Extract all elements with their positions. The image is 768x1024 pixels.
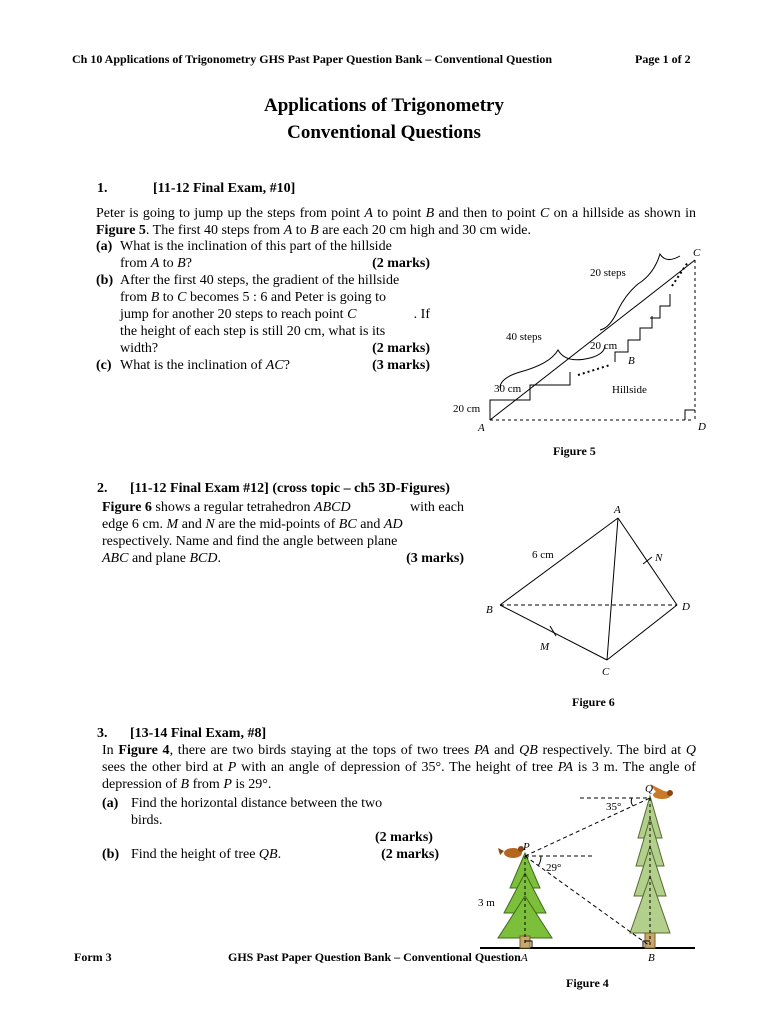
vertex-c: C <box>602 666 610 678</box>
upper-steps <box>650 294 670 318</box>
point-q: Q <box>645 783 653 795</box>
q1-intro: Peter is going to jump up the steps from point A to point B and then to point C on a hillside as shown in Figure 5. The first 40 steps from A to B are each 20 cm high and 30 cm wide. <box>96 206 697 238</box>
figure-4-caption: Figure 4 <box>566 976 609 990</box>
edge-ac <box>607 518 618 660</box>
point-c: C <box>693 247 701 259</box>
q3b-label: (b) <box>102 847 120 862</box>
right-angle-mark <box>685 410 695 420</box>
q1c-text: What is the inclination of AC? (3 marks) <box>120 358 430 373</box>
footer-left: Form 3 <box>74 950 112 964</box>
bird-q-icon <box>650 784 673 799</box>
q3a-text: Find the horizontal distance between the two birds. <box>131 796 383 828</box>
q3a-label: (a) <box>102 796 119 811</box>
q1c-label: (c) <box>96 358 112 373</box>
brace-20-steps <box>600 254 680 330</box>
edge-cd <box>607 605 677 660</box>
q2-marks: (3 marks) <box>406 551 464 566</box>
lower-dots <box>578 365 610 375</box>
q3a-marks: (2 marks) <box>375 830 433 845</box>
midpoint-n-tick <box>643 557 652 564</box>
figure-6-caption: Figure 6 <box>572 695 615 709</box>
figure-5-diagram <box>440 240 720 440</box>
point-n: N <box>655 552 663 564</box>
q3-intro: In Figure 4, there are two birds staying at the tops of two trees PA and QB respectively. The bird at Q sees the other bird at P with an angle of depression of 35°. The height of tree PA is 3 m. The angle of depression of B from P is 29°. <box>102 743 696 792</box>
header-left: Ch 10 Applications of Trigonometry GHS Past Paper Question Bank – Conventional Question <box>72 52 553 66</box>
label-20cm-step: 20 cm <box>590 340 618 352</box>
q1a-label: (a) <box>96 239 113 254</box>
lower-steps <box>490 372 570 420</box>
point-a-ground: A <box>521 952 528 964</box>
point-b-ground: B <box>648 952 655 964</box>
label-30cm: 30 cm <box>494 383 522 395</box>
point-b: B <box>628 355 635 367</box>
label-35-deg: 35° <box>606 801 622 813</box>
q3-number: 3. <box>97 726 108 741</box>
q1a-marks: (2 marks) <box>372 256 430 271</box>
page-title: Applications of Trigonometry <box>264 95 504 116</box>
vertex-b: B <box>486 604 493 616</box>
label-hillside: Hillside <box>612 384 647 396</box>
figure-5-caption: Figure 5 <box>553 444 596 458</box>
point-a: A <box>478 422 485 434</box>
q1c-marks: (3 marks) <box>372 358 430 373</box>
q1b-label: (b) <box>96 273 114 288</box>
q3b-marks: (2 marks) <box>381 847 439 862</box>
label-40-steps: 40 steps <box>506 331 542 343</box>
header-page-number: Page 1 of 2 <box>635 52 691 66</box>
q2-source: [11-12 Final Exam #12] (cross topic – ch5 3D-Figures) <box>130 481 450 496</box>
q3b-text: Find the height of tree QB. (2 marks) <box>131 847 439 862</box>
page-subtitle: Conventional Questions <box>287 122 481 143</box>
edge-ad <box>618 518 677 605</box>
point-d: D <box>698 421 706 433</box>
vertex-a: A <box>614 504 621 516</box>
bird-p-icon <box>498 846 524 858</box>
footer-center: GHS Past Paper Question Bank – Conventional Question <box>228 950 521 964</box>
upper-dots <box>672 262 688 286</box>
line-pq <box>525 798 650 856</box>
q1b-marks: (2 marks) <box>372 341 430 356</box>
label-20-steps: 20 steps <box>590 267 626 279</box>
vertex-d: D <box>682 601 690 613</box>
point-p: P <box>523 841 530 853</box>
angle-29-arc <box>538 856 541 866</box>
figure-4-diagram <box>470 778 710 968</box>
edge-ab <box>500 518 618 605</box>
point-m: M <box>540 641 550 653</box>
q1b-text: After the first 40 steps, the gradient of the hillside from B to C becomes 5 : 6 and Peter is going to jump for another 20 steps to reach point C . If the height of each step is still 20 cm, what is its width? (2 marks) <box>120 273 430 356</box>
q1a-text: What is the inclination of this part of the hillside from A to B? (2 marks) <box>120 239 430 271</box>
q3-source: [13-14 Final Exam, #8] <box>130 726 267 741</box>
q2-text: Figure 6 shows a regular tetrahedron ABCD with each edge 6 cm. M and N are the mid-points of BC and AD respectively. Name and find the angle between plane ABC and plane BCD. (3 marks) <box>102 500 464 566</box>
q1-source: [11-12 Final Exam, #10] <box>153 181 296 196</box>
label-20cm-left: 20 cm <box>453 403 481 415</box>
q2-number: 2. <box>97 481 108 496</box>
angle-35-arc <box>631 798 633 806</box>
label-3m: 3 m <box>478 897 495 909</box>
label-29-deg: 29° <box>546 862 562 874</box>
label-6cm: 6 cm <box>532 549 554 561</box>
q1-number: 1. <box>97 181 108 196</box>
figure-6-diagram <box>480 498 720 688</box>
